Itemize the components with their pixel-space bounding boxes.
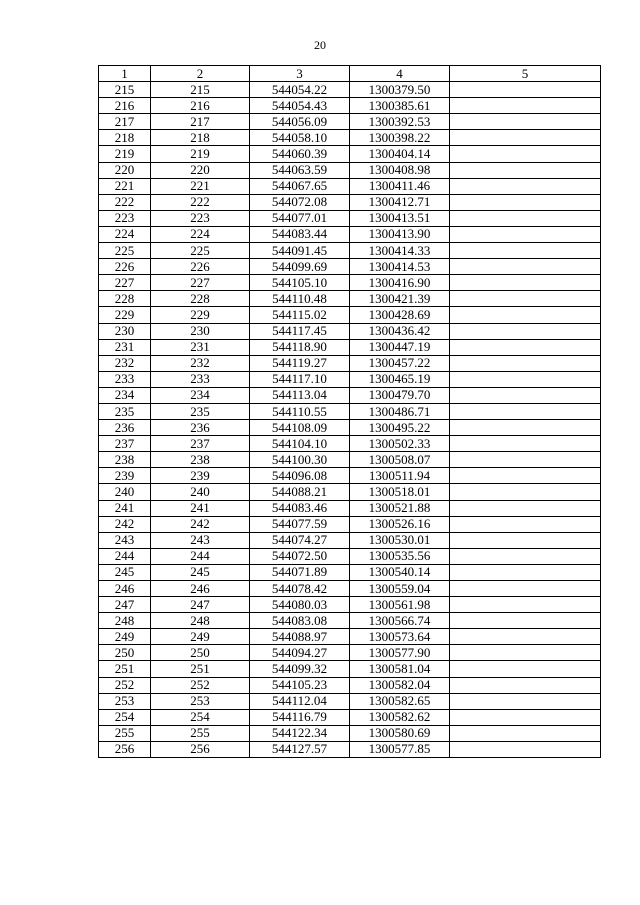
table-cell-col-5 — [450, 452, 601, 468]
table-cell-col-4: 1300413.51 — [350, 210, 450, 226]
table-cell-col-2: 239 — [151, 468, 250, 484]
table-cell-col-5 — [450, 82, 601, 98]
table-row — [99, 484, 601, 500]
table-cell-col-5 — [450, 516, 601, 532]
table-cell-col-2: 221 — [151, 178, 250, 194]
table-cell-col-4: 1300495.22 — [350, 420, 450, 436]
table-row — [99, 629, 601, 645]
table-cell-col-3: 544096.08 — [250, 468, 350, 484]
table-cell-col-3: 544083.44 — [250, 226, 350, 242]
table-cell-col-4: 1300582.04 — [350, 677, 450, 693]
table-row — [99, 420, 601, 436]
table-cell-col-4: 1300502.33 — [350, 436, 450, 452]
table-cell-col-3: 544115.02 — [250, 307, 350, 323]
table-row — [99, 661, 601, 677]
table-cell-col-5 — [450, 323, 601, 339]
table-cell-col-4: 1300398.22 — [350, 130, 450, 146]
table-cell-col-1: 229 — [99, 307, 151, 323]
table-cell-col-5 — [450, 629, 601, 645]
table-cell-col-2: 235 — [151, 403, 250, 419]
table-cell-col-5 — [450, 436, 601, 452]
column-header-3: 3 — [250, 66, 350, 82]
table-cell-col-5 — [450, 210, 601, 226]
table-cell-col-5 — [450, 307, 601, 323]
table-cell-col-2: 237 — [151, 436, 250, 452]
table-row — [99, 516, 601, 532]
table-cell-col-2: 238 — [151, 452, 250, 468]
table-cell-col-2: 220 — [151, 162, 250, 178]
table-cell-col-3: 544119.27 — [250, 355, 350, 371]
table-cell-col-4: 1300521.88 — [350, 500, 450, 516]
table-cell-col-1: 251 — [99, 661, 151, 677]
table-cell-col-4: 1300582.62 — [350, 709, 450, 725]
table-cell-col-3: 544108.09 — [250, 420, 350, 436]
table-cell-col-3: 544113.04 — [250, 387, 350, 403]
table-cell-col-3: 544104.10 — [250, 436, 350, 452]
table-cell-col-3: 544060.39 — [250, 146, 350, 162]
table-cell-col-5 — [450, 581, 601, 597]
table-cell-col-5 — [450, 532, 601, 548]
table-cell-col-2: 243 — [151, 532, 250, 548]
table-cell-col-4: 1300479.70 — [350, 387, 450, 403]
table-row — [99, 98, 601, 114]
table-cell-col-3: 544116.79 — [250, 709, 350, 725]
table-cell-col-1: 221 — [99, 178, 151, 194]
table-row — [99, 82, 601, 98]
table-row — [99, 162, 601, 178]
table-row — [99, 226, 601, 242]
table-cell-col-3: 544099.69 — [250, 259, 350, 275]
table-row — [99, 178, 601, 194]
table-cell-col-4: 1300412.71 — [350, 194, 450, 210]
table-row — [99, 130, 601, 146]
table-cell-col-4: 1300566.74 — [350, 613, 450, 629]
table-cell-col-3: 544110.48 — [250, 291, 350, 307]
table-cell-col-1: 241 — [99, 500, 151, 516]
table-row — [99, 307, 601, 323]
table-cell-col-3: 544054.22 — [250, 82, 350, 98]
table-cell-col-5 — [450, 484, 601, 500]
table-cell-col-5 — [450, 339, 601, 355]
table-cell-col-2: 240 — [151, 484, 250, 500]
table-cell-col-1: 237 — [99, 436, 151, 452]
table-row — [99, 371, 601, 387]
table-cell-col-2: 226 — [151, 259, 250, 275]
table-cell-col-3: 544088.21 — [250, 484, 350, 500]
table-cell-col-2: 232 — [151, 355, 250, 371]
table-cell-col-5 — [450, 162, 601, 178]
table-cell-col-1: 235 — [99, 403, 151, 419]
table-cell-col-5 — [450, 98, 601, 114]
table-cell-col-3: 544072.50 — [250, 548, 350, 564]
table-cell-col-4: 1300508.07 — [350, 452, 450, 468]
table-cell-col-5 — [450, 741, 601, 757]
table-row — [99, 436, 601, 452]
table-cell-col-3: 544058.10 — [250, 130, 350, 146]
table-cell-col-1: 222 — [99, 194, 151, 210]
table-cell-col-2: 236 — [151, 420, 250, 436]
table-row — [99, 468, 601, 484]
table-cell-col-1: 217 — [99, 114, 151, 130]
table-cell-col-5 — [450, 420, 601, 436]
table-cell-col-4: 1300404.14 — [350, 146, 450, 162]
table-cell-col-5 — [450, 468, 601, 484]
table-cell-col-1: 244 — [99, 548, 151, 564]
table-cell-col-4: 1300421.39 — [350, 291, 450, 307]
table-cell-col-2: 230 — [151, 323, 250, 339]
table-cell-col-2: 248 — [151, 613, 250, 629]
table-cell-col-1: 238 — [99, 452, 151, 468]
table-cell-col-5 — [450, 130, 601, 146]
table-cell-col-3: 544078.42 — [250, 581, 350, 597]
table-cell-col-1: 234 — [99, 387, 151, 403]
table-cell-col-3: 544071.89 — [250, 564, 350, 580]
table-cell-col-5 — [450, 291, 601, 307]
table-cell-col-4: 1300526.16 — [350, 516, 450, 532]
table-cell-col-3: 544056.09 — [250, 114, 350, 130]
table-cell-col-5 — [450, 114, 601, 130]
table-row — [99, 339, 601, 355]
table-cell-col-2: 227 — [151, 275, 250, 291]
table-cell-col-1: 227 — [99, 275, 151, 291]
column-header-1: 1 — [99, 66, 151, 82]
table-row — [99, 741, 601, 757]
table-cell-col-3: 544105.10 — [250, 275, 350, 291]
table-cell-col-5 — [450, 178, 601, 194]
table-cell-col-3: 544074.27 — [250, 532, 350, 548]
table-cell-col-1: 246 — [99, 581, 151, 597]
table-cell-col-3: 544122.34 — [250, 725, 350, 741]
table-cell-col-4: 1300486.71 — [350, 403, 450, 419]
table-cell-col-4: 1300408.98 — [350, 162, 450, 178]
table-row — [99, 114, 601, 130]
table-cell-col-1: 239 — [99, 468, 151, 484]
table-cell-col-1: 223 — [99, 210, 151, 226]
table-cell-col-4: 1300559.04 — [350, 581, 450, 597]
table-cell-col-3: 544118.90 — [250, 339, 350, 355]
table-cell-col-1: 231 — [99, 339, 151, 355]
table-cell-col-2: 219 — [151, 146, 250, 162]
table-cell-col-2: 241 — [151, 500, 250, 516]
table-cell-col-2: 252 — [151, 677, 250, 693]
table-cell-col-3: 544094.27 — [250, 645, 350, 661]
table-cell-col-2: 244 — [151, 548, 250, 564]
table-cell-col-4: 1300416.90 — [350, 275, 450, 291]
table-cell-col-4: 1300581.04 — [350, 661, 450, 677]
table-cell-col-1: 233 — [99, 371, 151, 387]
column-header-4: 4 — [350, 66, 450, 82]
table-row — [99, 194, 601, 210]
table-row — [99, 243, 601, 259]
table-cell-col-5 — [450, 597, 601, 613]
table-cell-col-2: 256 — [151, 741, 250, 757]
table-cell-col-2: 246 — [151, 581, 250, 597]
table-cell-col-4: 1300561.98 — [350, 597, 450, 613]
table-cell-col-5 — [450, 194, 601, 210]
column-header-2: 2 — [151, 66, 250, 82]
table-row — [99, 613, 601, 629]
table-cell-col-4: 1300540.14 — [350, 564, 450, 580]
table-row — [99, 355, 601, 371]
table-row — [99, 259, 601, 275]
table-cell-col-2: 250 — [151, 645, 250, 661]
table-cell-col-2: 222 — [151, 194, 250, 210]
table-cell-col-4: 1300379.50 — [350, 82, 450, 98]
table-cell-col-4: 1300573.64 — [350, 629, 450, 645]
table-cell-col-3: 544091.45 — [250, 243, 350, 259]
table-cell-col-1: 230 — [99, 323, 151, 339]
table-row — [99, 500, 601, 516]
table-cell-col-4: 1300518.01 — [350, 484, 450, 500]
table-cell-col-2: 223 — [151, 210, 250, 226]
table-row — [99, 564, 601, 580]
table-cell-col-2: 225 — [151, 243, 250, 259]
table-cell-col-1: 250 — [99, 645, 151, 661]
table-cell-col-5 — [450, 259, 601, 275]
table-cell-col-2: 247 — [151, 597, 250, 613]
table-cell-col-1: 236 — [99, 420, 151, 436]
table-cell-col-4: 1300428.69 — [350, 307, 450, 323]
table-cell-col-4: 1300413.90 — [350, 226, 450, 242]
table-row — [99, 323, 601, 339]
table-cell-col-5 — [450, 645, 601, 661]
table-cell-col-1: 226 — [99, 259, 151, 275]
table-cell-col-1: 254 — [99, 709, 151, 725]
table-cell-col-5 — [450, 613, 601, 629]
coordinates-table — [98, 65, 601, 758]
table-cell-col-3: 544105.23 — [250, 677, 350, 693]
table-cell-col-1: 219 — [99, 146, 151, 162]
table-row — [99, 693, 601, 709]
table-cell-col-1: 245 — [99, 564, 151, 580]
table-cell-col-3: 544088.97 — [250, 629, 350, 645]
table-cell-col-5 — [450, 677, 601, 693]
table-cell-col-3: 544083.08 — [250, 613, 350, 629]
table-cell-col-4: 1300465.19 — [350, 371, 450, 387]
table-body — [99, 82, 601, 758]
table-cell-col-3: 544110.55 — [250, 403, 350, 419]
table-cell-col-3: 544112.04 — [250, 693, 350, 709]
table-cell-col-4: 1300457.22 — [350, 355, 450, 371]
table-cell-col-3: 544117.10 — [250, 371, 350, 387]
table-cell-col-2: 255 — [151, 725, 250, 741]
table-cell-col-4: 1300530.01 — [350, 532, 450, 548]
table-row — [99, 275, 601, 291]
table-cell-col-1: 256 — [99, 741, 151, 757]
table-cell-col-2: 233 — [151, 371, 250, 387]
table-cell-col-5 — [450, 693, 601, 709]
table-cell-col-1: 242 — [99, 516, 151, 532]
table-cell-col-3: 544077.59 — [250, 516, 350, 532]
table-cell-col-5 — [450, 725, 601, 741]
table-cell-col-3: 544117.45 — [250, 323, 350, 339]
table-cell-col-5 — [450, 387, 601, 403]
table-cell-col-4: 1300414.53 — [350, 259, 450, 275]
table-cell-col-2: 218 — [151, 130, 250, 146]
table-cell-col-2: 254 — [151, 709, 250, 725]
table-row — [99, 677, 601, 693]
column-header-5: 5 — [450, 66, 601, 82]
table-cell-col-5 — [450, 403, 601, 419]
table-cell-col-1: 253 — [99, 693, 151, 709]
table-row — [99, 403, 601, 419]
table-cell-col-1: 252 — [99, 677, 151, 693]
table-cell-col-1: 240 — [99, 484, 151, 500]
table-cell-col-2: 224 — [151, 226, 250, 242]
table-cell-col-5 — [450, 661, 601, 677]
table-cell-col-2: 234 — [151, 387, 250, 403]
table-cell-col-3: 544063.59 — [250, 162, 350, 178]
table-row — [99, 291, 601, 307]
table-cell-col-5 — [450, 275, 601, 291]
table-cell-col-3: 544083.46 — [250, 500, 350, 516]
table-cell-col-5 — [450, 548, 601, 564]
table-cell-col-3: 544072.08 — [250, 194, 350, 210]
table-row — [99, 387, 601, 403]
table-cell-col-3: 544100.30 — [250, 452, 350, 468]
table-cell-col-4: 1300447.19 — [350, 339, 450, 355]
table-cell-col-4: 1300577.85 — [350, 741, 450, 757]
table-cell-col-1: 228 — [99, 291, 151, 307]
table-cell-col-4: 1300436.42 — [350, 323, 450, 339]
table-cell-col-1: 248 — [99, 613, 151, 629]
page-number: 20 — [314, 38, 326, 52]
table-row — [99, 146, 601, 162]
table-cell-col-3: 544077.01 — [250, 210, 350, 226]
table-row — [99, 532, 601, 548]
table-cell-col-2: 228 — [151, 291, 250, 307]
table-cell-col-1: 224 — [99, 226, 151, 242]
table-cell-col-5 — [450, 355, 601, 371]
table-cell-col-4: 1300580.69 — [350, 725, 450, 741]
table-cell-col-2: 242 — [151, 516, 250, 532]
table-cell-col-1: 216 — [99, 98, 151, 114]
table-cell-col-5 — [450, 500, 601, 516]
table-cell-col-4: 1300392.53 — [350, 114, 450, 130]
table-cell-col-1: 255 — [99, 725, 151, 741]
table-cell-col-4: 1300414.33 — [350, 243, 450, 259]
table-cell-col-4: 1300385.61 — [350, 98, 450, 114]
table-cell-col-2: 231 — [151, 339, 250, 355]
table-cell-col-2: 216 — [151, 98, 250, 114]
table-cell-col-4: 1300582.65 — [350, 693, 450, 709]
table-cell-col-4: 1300411.46 — [350, 178, 450, 194]
table-row — [99, 548, 601, 564]
table-cell-col-4: 1300535.56 — [350, 548, 450, 564]
table-cell-col-1: 232 — [99, 355, 151, 371]
table-cell-col-2: 217 — [151, 114, 250, 130]
table-cell-col-2: 253 — [151, 693, 250, 709]
table-cell-col-2: 249 — [151, 629, 250, 645]
table-cell-col-5 — [450, 564, 601, 580]
table-row — [99, 645, 601, 661]
table-cell-col-1: 215 — [99, 82, 151, 98]
table-cell-col-5 — [450, 146, 601, 162]
table-cell-col-3: 544067.65 — [250, 178, 350, 194]
table-cell-col-1: 243 — [99, 532, 151, 548]
table-cell-col-3: 544080.03 — [250, 597, 350, 613]
table-row — [99, 210, 601, 226]
table-cell-col-5 — [450, 226, 601, 242]
table-cell-col-2: 245 — [151, 564, 250, 580]
table-cell-col-1: 220 — [99, 162, 151, 178]
table-row — [99, 452, 601, 468]
table-row — [99, 725, 601, 741]
table-row — [99, 709, 601, 725]
table-cell-col-5 — [450, 371, 601, 387]
table-row — [99, 581, 601, 597]
table-row — [99, 597, 601, 613]
table-cell-col-5 — [450, 243, 601, 259]
table-cell-col-2: 229 — [151, 307, 250, 323]
table-cell-col-3: 544054.43 — [250, 98, 350, 114]
table-cell-col-1: 247 — [99, 597, 151, 613]
table-cell-col-2: 215 — [151, 82, 250, 98]
table-cell-col-1: 225 — [99, 243, 151, 259]
table-cell-col-4: 1300511.94 — [350, 468, 450, 484]
table-header-row — [99, 66, 601, 82]
table-cell-col-4: 1300577.90 — [350, 645, 450, 661]
table-cell-col-5 — [450, 709, 601, 725]
table-cell-col-2: 251 — [151, 661, 250, 677]
table-cell-col-1: 249 — [99, 629, 151, 645]
table-cell-col-3: 544127.57 — [250, 741, 350, 757]
table-cell-col-1: 218 — [99, 130, 151, 146]
table-cell-col-3: 544099.32 — [250, 661, 350, 677]
